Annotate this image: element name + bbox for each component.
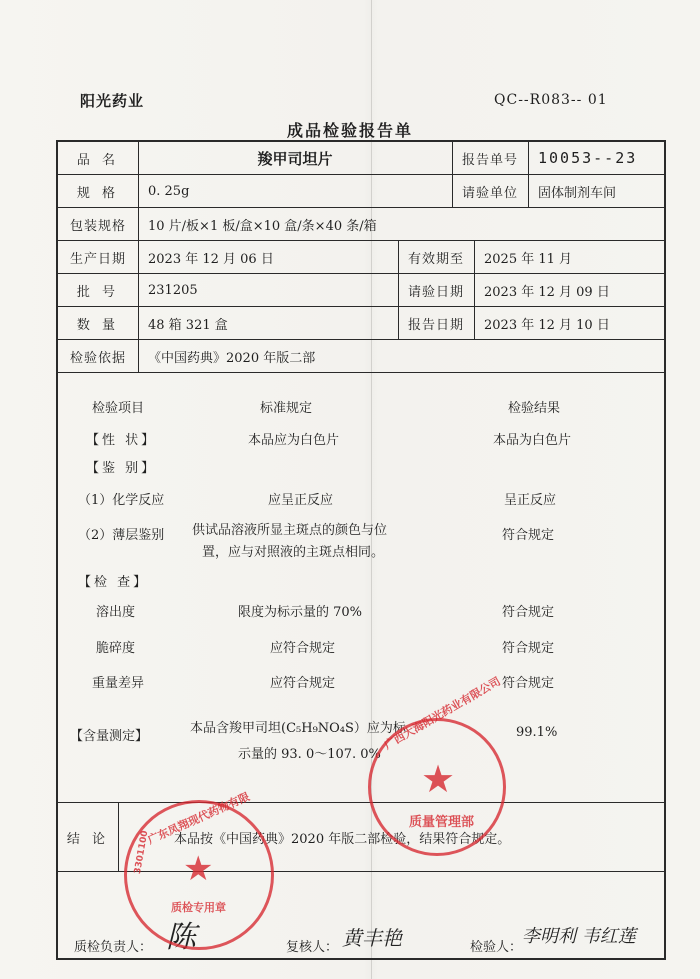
assay-standard-line2: 示量的 93. 0～107. 0% [238, 747, 381, 762]
mfg-value: 2023 年 12 月 06 日 [148, 251, 274, 267]
basis-label: 检验依据 [69, 350, 126, 366]
col-standard-header: 标准规定 [260, 401, 313, 416]
reviewer-signature: 黄丰艳 [342, 926, 402, 950]
report-title: 成品检验报告单 [286, 121, 413, 140]
assay-label: 【含量测定】 [70, 729, 149, 744]
weight-variation-result: 符合规定 [502, 676, 555, 691]
col-result-header: 检验结果 [508, 401, 561, 416]
report-no-label: 报告单号 [461, 152, 518, 168]
qc-head-label: 质检负责人： [74, 940, 153, 955]
product-label: 品 名 [76, 152, 120, 168]
tlc-label: （2）薄层鉴别 [78, 528, 165, 543]
assay-result: 99.1% [516, 725, 558, 740]
identification-label: 【鉴 别】 [86, 461, 158, 476]
assay-standard-line1: 本品含羧甲司坦(C₅H₉NO₄S）应为标 [190, 721, 406, 736]
req-date-label: 请验日期 [407, 284, 464, 300]
qty-label: 数 量 [76, 317, 120, 333]
friability-label: 脆碎度 [96, 641, 136, 656]
basis-value: 《中国药典》2020 年版二部 [148, 350, 316, 366]
character-standard: 本品应为白色片 [248, 433, 340, 448]
row-quantity [58, 307, 664, 340]
batch-label: 批 号 [76, 284, 120, 300]
dept-value: 固体制剂车间 [538, 185, 617, 201]
spec-value: 0. 25g [148, 183, 190, 199]
dissolution-label: 溶出度 [96, 605, 136, 620]
report-date-label: 报告日期 [407, 317, 464, 333]
expiry-label: 有效期至 [407, 251, 464, 267]
req-date-value: 2023 年 12 月 09 日 [484, 284, 610, 300]
report-date-value: 2023 年 12 月 10 日 [484, 317, 610, 333]
chem-reaction-result: 呈正反应 [504, 493, 557, 508]
row-mfg [58, 241, 664, 274]
inspector-signature: 李明利 韦红莲 [522, 926, 636, 947]
document-code: QC--R083-- 01 [494, 92, 608, 108]
tlc-standard-line1: 供试品溶液所显主斑点的颜色与位 [192, 523, 388, 538]
partner-seal-code: 3301100 [133, 829, 151, 875]
inspector-label: 检验人： [470, 940, 523, 955]
qc-head-signature: 陈 [166, 920, 196, 955]
partner-seal-sub: 质检专用章 [171, 901, 226, 914]
row-basis [58, 340, 664, 373]
package-value: 10 片/板×1 板/盒×10 盒/条×40 条/箱 [148, 218, 377, 234]
reviewer-label: 复核人： [286, 940, 339, 955]
row-package [58, 208, 664, 241]
tlc-standard-line2: 置，应与对照液的主斑点相同。 [202, 545, 385, 560]
mfg-label: 生产日期 [69, 251, 126, 267]
partner-seal [124, 790, 274, 950]
product-value: 羧甲司坦片 [257, 149, 333, 168]
row-spec [58, 175, 664, 208]
conclusion-label: 结 论 [66, 831, 110, 847]
friability-result: 符合规定 [502, 641, 555, 656]
partner-seal-star-icon: ★ [183, 849, 214, 889]
character-label: 【性 状】 [86, 433, 158, 448]
row-product [58, 142, 664, 175]
package-label: 包装规格 [69, 218, 126, 234]
expiry-value: 2025 年 11 月 [484, 251, 573, 267]
company-seal-dept: 质量管理部 [409, 815, 475, 830]
dissolution-standard: 限度为标示量的 70% [238, 605, 363, 620]
character-result: 本品为白色片 [493, 433, 572, 448]
batch-value: 231205 [148, 282, 198, 298]
partner-seal-text: 广东凤翔现代药物有限 [145, 790, 252, 847]
check-label: 【检 查】 [78, 575, 150, 590]
tlc-result: 符合规定 [502, 528, 555, 543]
col-item-header: 检验项目 [92, 401, 145, 416]
dept-label: 请验单位 [461, 185, 518, 201]
qty-value: 48 箱 321 盒 [148, 317, 228, 333]
weight-variation-standard: 应符合规定 [270, 676, 336, 691]
company-name: 阳光药业 [80, 92, 145, 110]
seal-star-icon: ★ [421, 757, 456, 801]
chem-reaction-label: （1）化学反应 [78, 493, 165, 508]
spec-label: 规 格 [76, 185, 120, 201]
conclusion-text: 本品按《中国药典》2020 年版二部检验，结果符合规定。 [174, 831, 511, 847]
test-section [58, 373, 664, 803]
company-seal [368, 674, 506, 856]
company-seal-text: 广西大海阳光药业有限公司 [382, 674, 503, 752]
dissolution-result: 符合规定 [502, 605, 555, 620]
weight-variation-label: 重量差异 [92, 676, 145, 691]
row-batch [58, 274, 664, 307]
friability-standard: 应符合规定 [270, 641, 336, 656]
chem-reaction-standard: 应呈正反应 [268, 493, 334, 508]
report-no-value: 10053--23 [538, 149, 638, 167]
